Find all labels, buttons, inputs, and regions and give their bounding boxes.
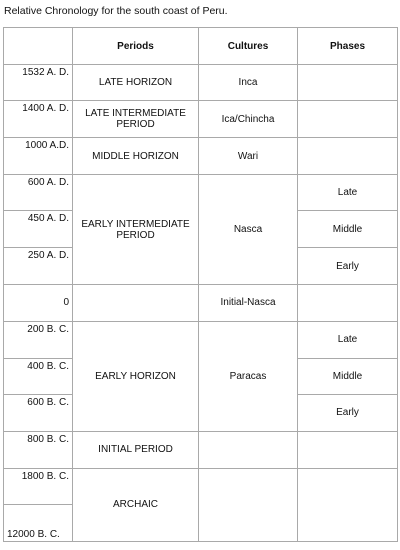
header-phases: Phases bbox=[298, 28, 398, 65]
culture-wari: Wari bbox=[199, 138, 298, 175]
document-title: Relative Chronology for the south coast of Peru. bbox=[4, 5, 228, 17]
phase-empty bbox=[298, 101, 398, 138]
culture-initial-nasca: Initial-Nasca bbox=[199, 285, 298, 321]
period-late-intermediate: LATE INTERMEDIATE PERIOD bbox=[73, 101, 199, 138]
date-cell: 800 B. C. bbox=[4, 431, 73, 468]
culture-ica-chincha: Ica/Chincha bbox=[199, 101, 298, 138]
date-cell: 600 B. C. bbox=[4, 394, 73, 431]
table-row bbox=[4, 65, 398, 101]
table-row bbox=[4, 175, 398, 211]
table-row bbox=[4, 321, 398, 358]
table-row bbox=[4, 138, 398, 175]
period-initial: INITIAL PERIOD bbox=[73, 431, 199, 468]
chronology-table bbox=[3, 27, 398, 542]
culture-empty bbox=[199, 431, 298, 468]
phase-paracas-early: Early bbox=[298, 394, 398, 431]
phase-empty bbox=[298, 65, 398, 101]
header-periods: Periods bbox=[73, 28, 199, 65]
phase-empty bbox=[298, 285, 398, 321]
date-cell: 1000 A.D. bbox=[4, 138, 73, 175]
date-cell: 0 bbox=[4, 285, 73, 321]
table-row bbox=[4, 468, 398, 504]
header-row bbox=[4, 28, 398, 65]
table-row bbox=[4, 431, 398, 468]
period-late-horizon: LATE HORIZON bbox=[73, 65, 199, 101]
date-cell: 600 A. D. bbox=[4, 175, 73, 211]
culture-empty bbox=[199, 468, 298, 541]
table-row bbox=[4, 285, 398, 321]
header-dates bbox=[4, 28, 73, 65]
period-early-horizon: EARLY HORIZON bbox=[73, 321, 199, 431]
period-empty bbox=[73, 285, 199, 321]
phase-empty bbox=[298, 431, 398, 468]
header-cultures: Cultures bbox=[199, 28, 298, 65]
date-cell: 1400 A. D. bbox=[4, 101, 73, 138]
date-cell: 12000 B. C. bbox=[4, 504, 73, 541]
period-early-intermediate: EARLY INTERMEDIATE PERIOD bbox=[73, 175, 199, 285]
date-cell: 250 A. D. bbox=[4, 248, 73, 285]
culture-paracas: Paracas bbox=[199, 321, 298, 431]
period-middle-horizon: MIDDLE HORIZON bbox=[73, 138, 199, 175]
phase-paracas-middle: Middle bbox=[298, 358, 398, 394]
table-row bbox=[4, 101, 398, 138]
phase-nasca-late: Late bbox=[298, 175, 398, 211]
phase-empty bbox=[298, 468, 398, 541]
phase-paracas-late: Late bbox=[298, 321, 398, 358]
date-cell: 1800 B. C. bbox=[4, 468, 73, 504]
period-archaic: ARCHAIC bbox=[73, 468, 199, 541]
culture-inca: Inca bbox=[199, 65, 298, 101]
date-cell: 450 A. D. bbox=[4, 211, 73, 248]
date-cell: 1532 A. D. bbox=[4, 65, 73, 101]
date-cell: 200 B. C. bbox=[4, 321, 73, 358]
phase-empty bbox=[298, 138, 398, 175]
date-cell: 400 B. C. bbox=[4, 358, 73, 394]
phase-nasca-early: Early bbox=[298, 248, 398, 285]
phase-nasca-middle: Middle bbox=[298, 211, 398, 248]
culture-nasca: Nasca bbox=[199, 175, 298, 285]
